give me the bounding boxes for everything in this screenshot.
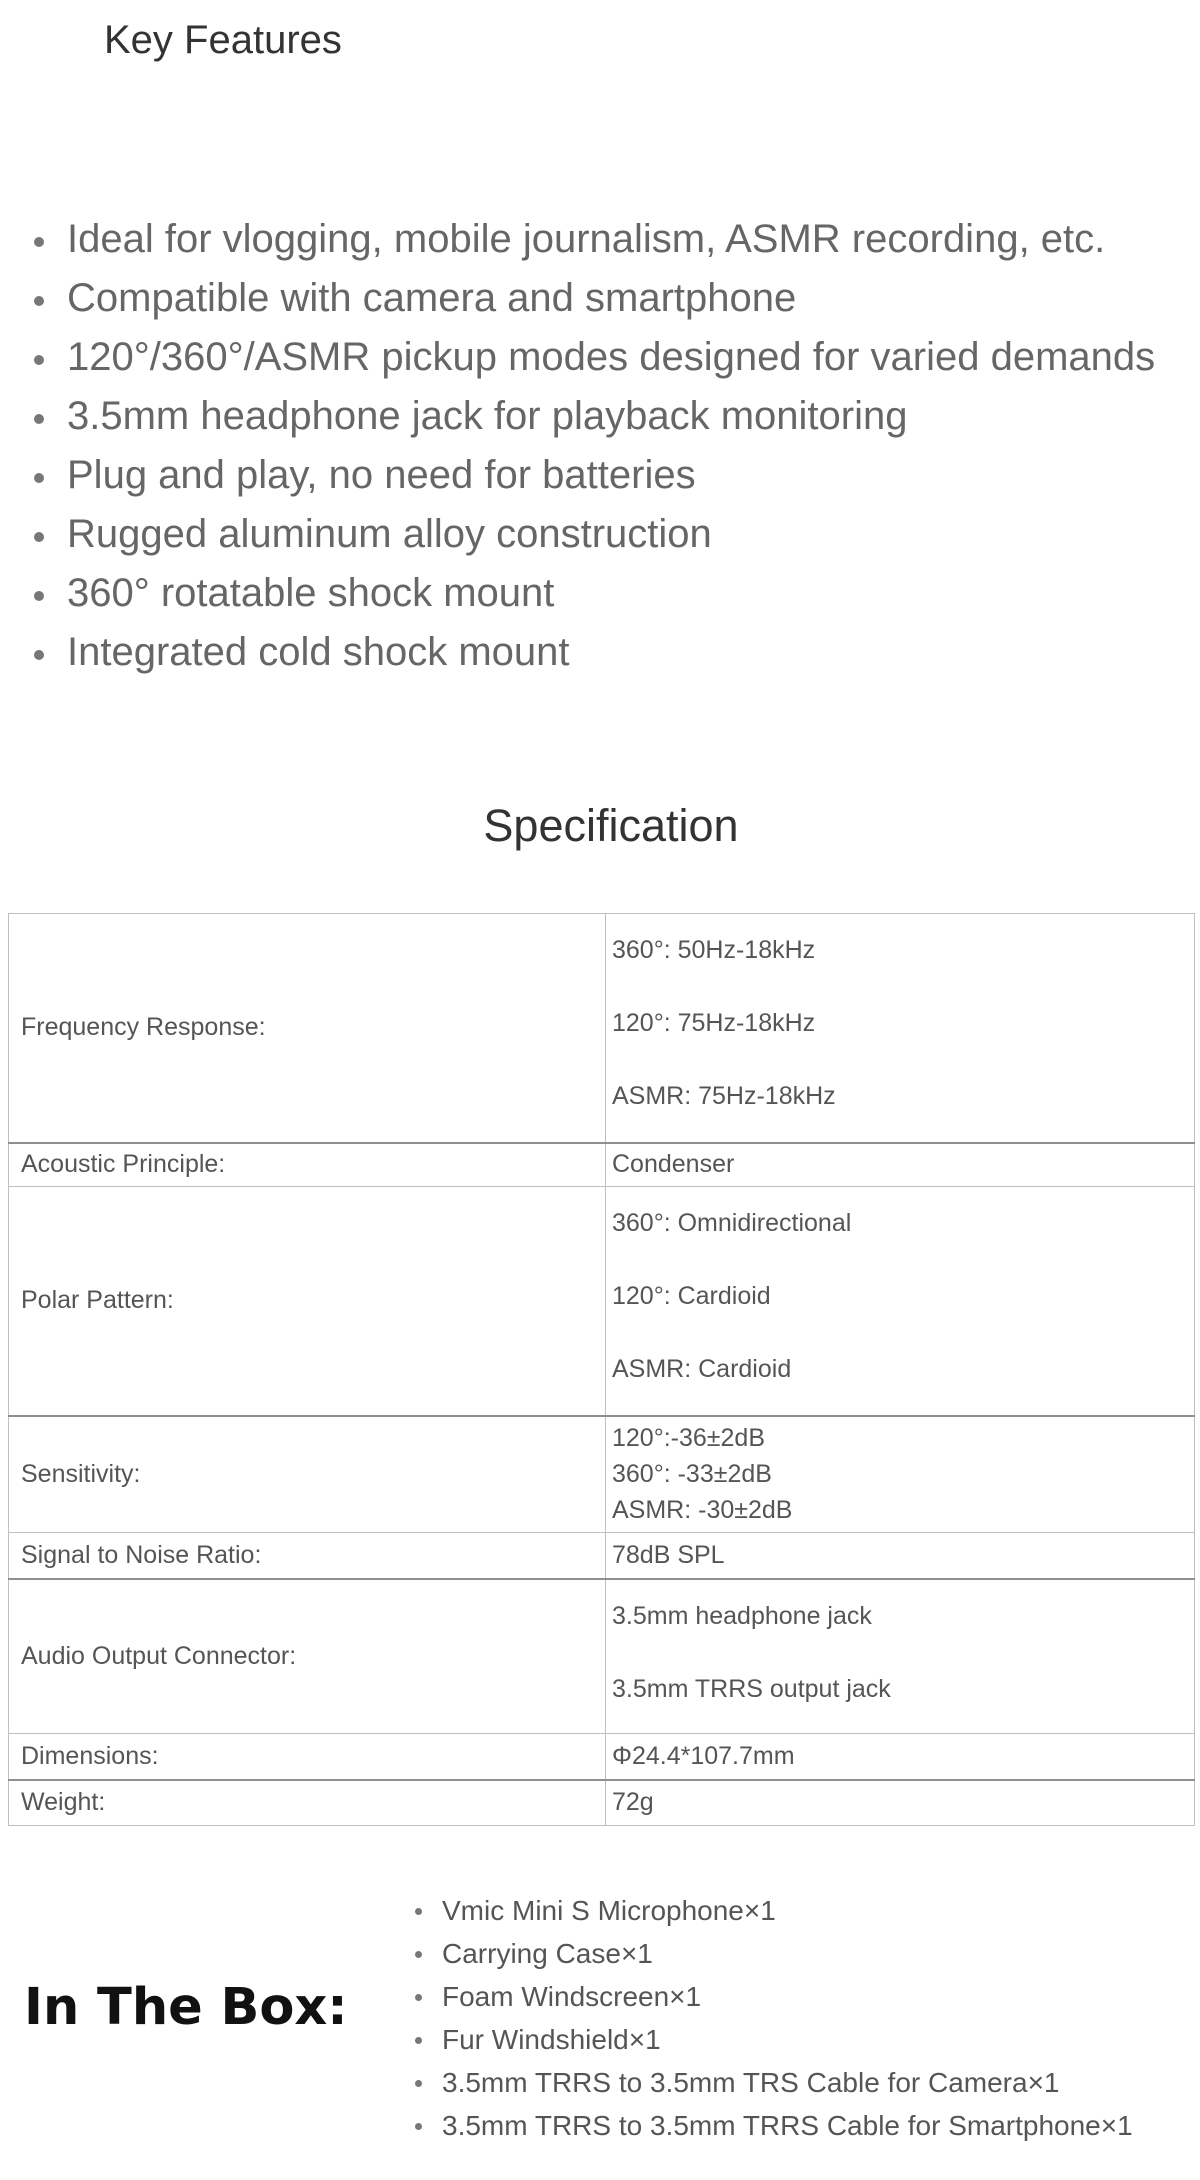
- spec-value: 78dB SPL: [606, 1533, 1195, 1579]
- spec-label: Acoustic Principle:: [9, 1143, 606, 1187]
- spec-row-acoustic-principle: [9, 1143, 1195, 1187]
- key-features-title: Key Features: [104, 18, 342, 62]
- specification-table: [8, 913, 1195, 1826]
- feature-item: 120°/360°/ASMR pickup modes designed for varied demands: [30, 328, 1155, 387]
- spec-value-line: 360°: Omnidirectional: [612, 1209, 852, 1237]
- spec-value: 72g: [606, 1780, 1195, 1826]
- box-item: Foam Windscreen×1: [410, 1975, 1133, 2018]
- spec-value: [606, 914, 1195, 1143]
- feature-item: Compatible with camera and smartphone: [30, 269, 1155, 328]
- spec-label: Polar Pattern:: [9, 1187, 606, 1416]
- in-the-box-list: [410, 1889, 1133, 2147]
- spec-value-line: 360°: -33±2dB: [612, 1460, 772, 1489]
- spec-value: [606, 1187, 1195, 1416]
- spec-row-polar-pattern: [9, 1187, 1195, 1416]
- spec-value: Condenser: [606, 1143, 1195, 1187]
- in-the-box-label: In The Box:: [24, 1978, 348, 2037]
- specification-title: Specification: [483, 800, 739, 851]
- spec-value-line: ASMR: Cardioid: [612, 1355, 792, 1383]
- spec-row-frequency-response: [9, 914, 1195, 1143]
- box-item: 3.5mm TRRS to 3.5mm TRRS Cable for Smartphone×1: [410, 2104, 1133, 2147]
- spec-value-line: 120°:-36±2dB: [612, 1424, 765, 1453]
- key-features-list: [30, 210, 1155, 682]
- spec-label: Frequency Response:: [9, 914, 606, 1143]
- spec-value-line: 120°: 75Hz-18kHz: [612, 1009, 816, 1037]
- spec-value-line: ASMR: 75Hz-18kHz: [612, 1082, 836, 1110]
- spec-row-sensitivity: [9, 1416, 1195, 1533]
- spec-value-line: 360°: 50Hz-18kHz: [612, 936, 816, 964]
- feature-item: 3.5mm headphone jack for playback monitoring: [30, 387, 1155, 446]
- spec-row-weight: [9, 1780, 1195, 1826]
- box-item: 3.5mm TRRS to 3.5mm TRS Cable for Camera×1: [410, 2061, 1133, 2104]
- spec-value: [606, 1579, 1195, 1734]
- spec-row-dimensions: [9, 1734, 1195, 1780]
- spec-value-line: 3.5mm headphone jack: [612, 1601, 872, 1630]
- feature-item: 360° rotatable shock mount: [30, 564, 1155, 623]
- spec-label: Audio Output Connector:: [9, 1579, 606, 1734]
- spec-row-audio-output: [9, 1579, 1195, 1734]
- spec-label: Signal to Noise Ratio:: [9, 1533, 606, 1579]
- spec-label: Dimensions:: [9, 1734, 606, 1780]
- feature-item: Ideal for vlogging, mobile journalism, ASMR recording, etc.: [30, 210, 1155, 269]
- spec-value-line: 3.5mm TRRS output jack: [612, 1674, 891, 1703]
- spec-value: Φ24.4*107.7mm: [606, 1734, 1195, 1780]
- spec-row-signal-to-noise: [9, 1533, 1195, 1579]
- spec-label: Weight:: [9, 1780, 606, 1826]
- box-item: Carrying Case×1: [410, 1932, 1133, 1975]
- box-item: Fur Windshield×1: [410, 2018, 1133, 2061]
- spec-value: [606, 1416, 1195, 1533]
- feature-item: Rugged aluminum alloy construction: [30, 505, 1155, 564]
- spec-label: Sensitivity:: [9, 1416, 606, 1533]
- box-item: Vmic Mini S Microphone×1: [410, 1889, 1133, 1932]
- feature-item: Integrated cold shock mount: [30, 623, 1155, 682]
- spec-value-line: ASMR: -30±2dB: [612, 1496, 793, 1525]
- spec-value-line: 120°: Cardioid: [612, 1282, 771, 1310]
- feature-item: Plug and play, no need for batteries: [30, 446, 1155, 505]
